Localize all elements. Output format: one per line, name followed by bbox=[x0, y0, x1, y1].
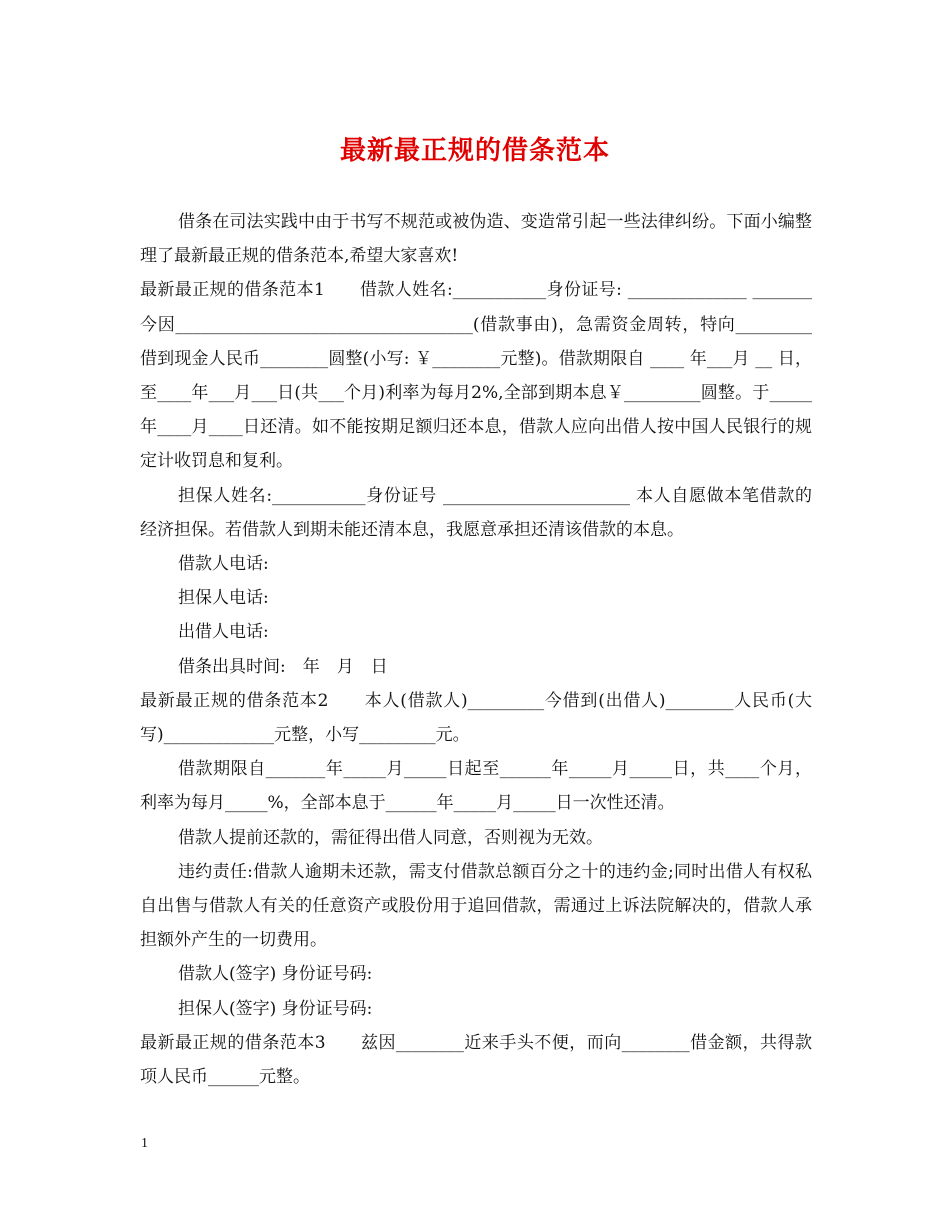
paragraph-issue-date: 借条出具时间: 年 月 日 bbox=[178, 656, 388, 677]
page-number: 1 bbox=[141, 1136, 148, 1151]
paragraph-template-2: 最新最正规的借条范本2 本人(借款人)_________今借到(出借人)________人民币(大写)_____________元整，小写_________元。 bbox=[140, 690, 812, 746]
document-title: 最新最正规的借条范本 bbox=[339, 136, 610, 166]
paragraph-borrower-signature: 借款人(签字) 身份证号码: bbox=[178, 964, 373, 985]
document-body bbox=[140, 205, 812, 1094]
paragraph-guarantor: 担保人姓名:___________身份证号 ______________________ 本人自愿做本笔借款的经济担保。若借款人到期未能还清本息，我愿意承担还清该借款的本息。 bbox=[140, 485, 812, 540]
paragraph-intro: 借条在司法实践中由于书写不规范或被伪造、变造常引起一些法律纠纷。下面小编整理了最新最正规的借条范本,希望大家喜欢! bbox=[140, 212, 812, 267]
paragraph-early-repayment: 借款人提前还款的，需征得出借人同意，否则视为无效。 bbox=[178, 827, 603, 848]
paragraph-lender-phone: 出借人电话: bbox=[178, 622, 269, 643]
paragraph-guarantor-phone: 担保人电话: bbox=[178, 588, 269, 609]
paragraph-loan-term: 借款期限自_______年_____月_____日起至______年_____月_____日，共____个月，利率为每月_____%，全部本息于______年_____月_____日一次性还清。 bbox=[140, 759, 812, 814]
paragraph-guarantor-signature: 担保人(签字) 身份证号码: bbox=[178, 998, 373, 1019]
paragraph-template-1: 最新最正规的借条范本1 借款人姓名:___________身份证号: ______________ _______ 今因___________________________________(借款事由)，急需资金周转，特向_________借到现金人民币________圆整(小写: ￥________元整)。借款期限自 ____ 年___月 __ 日， 至____年___月___日(共___个月)利率为每月2%,全部到期本息￥_________圆整。于_____年____月____日还清。如不能按期足额归还本息，借款人应向出借人按中国人民银行的规定计收罚息和复利。 bbox=[140, 280, 812, 472]
paragraph-borrower-phone: 借款人电话: bbox=[178, 554, 269, 575]
paragraph-template-3: 最新最正规的借条范本3 兹因________近来手头不便，而向________借金额，共得款项人民币______元整。 bbox=[140, 1032, 812, 1088]
paragraph-liability: 违约责任:借款人逾期未还款，需支付借款总额百分之十的违约金;同时出借人有权私自出售与借款人有关的任意资产或股份用于追回借款，需通过上诉法院解决的，借款人承担额外产生的一切费用。 bbox=[140, 861, 812, 951]
